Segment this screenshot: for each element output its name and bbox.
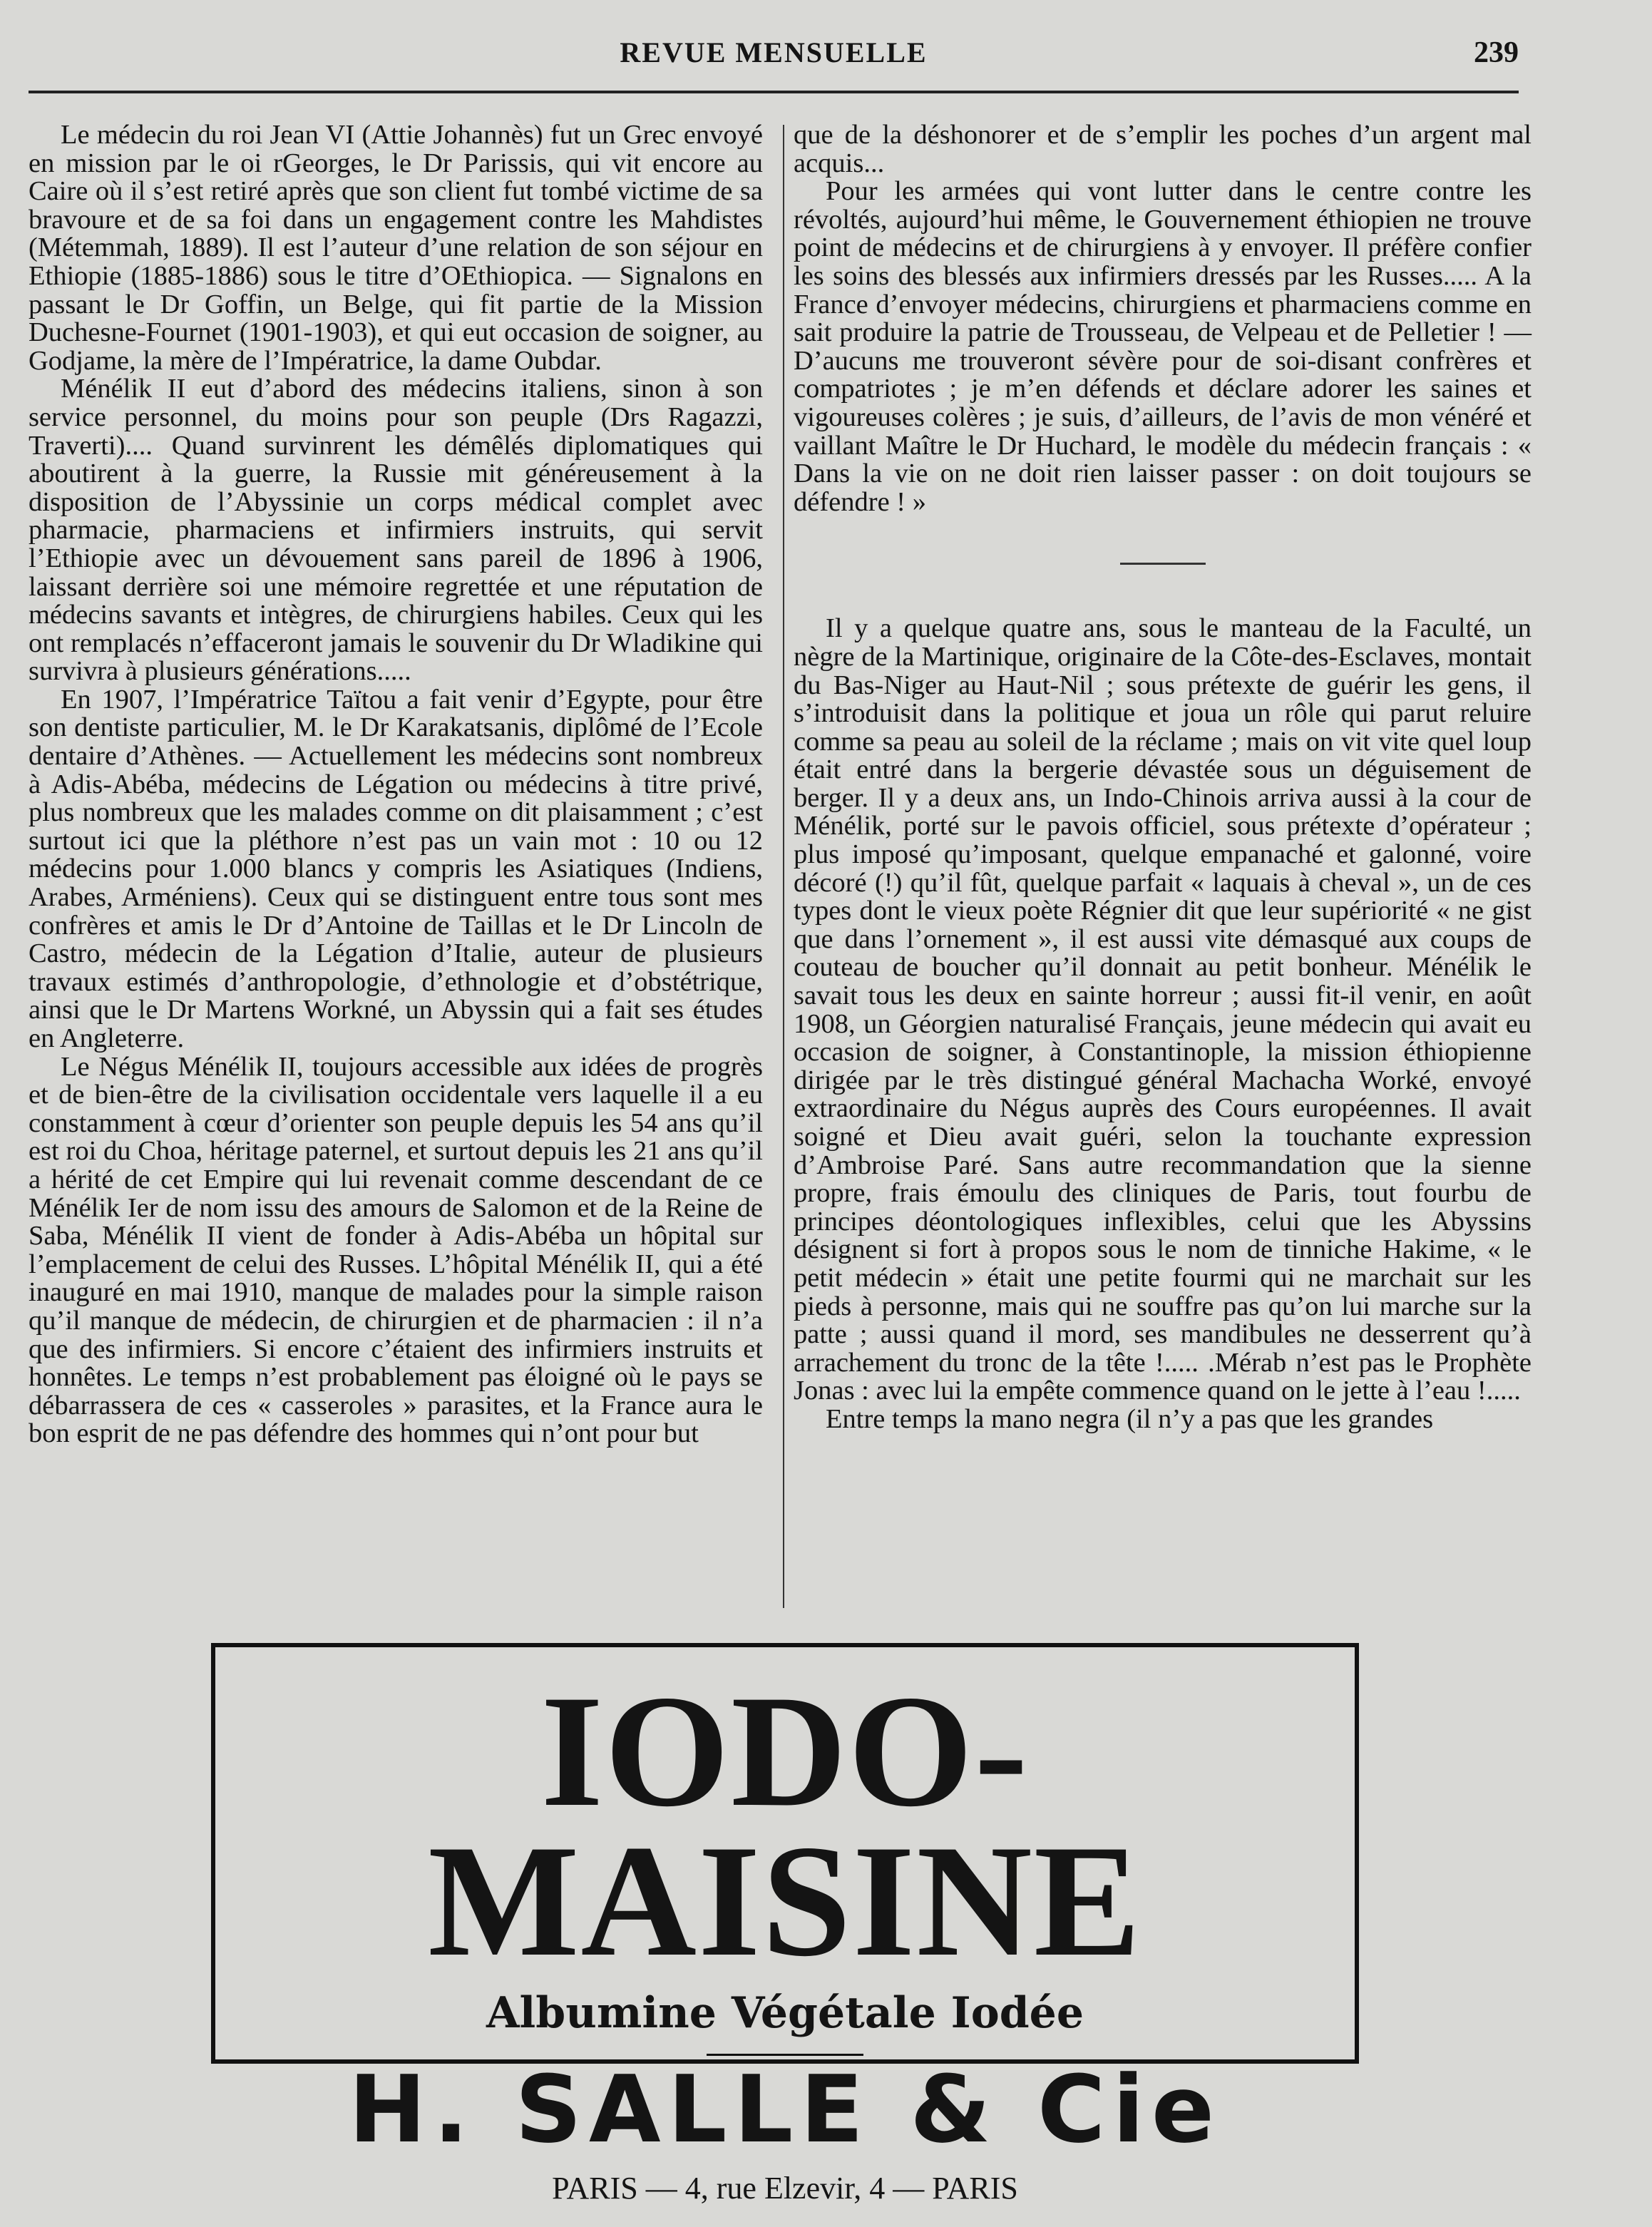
- paragraph: Il y a quelque quatre ans, sous le manteau de la Faculté, un nègre de la Martinique, originaire de la Côte-des-Esclaves, montait du Bas-Niger au Haut-Nil ; sous prétexte de guérir les gens, il s’introduisit dans la politique et joua un rôle qui parut reluire comme sa peau au soleil de la réclame ; mais on vit vite quel loup était entré dans la bergerie dévastée sous un déguisement de berger. Il y a deux ans, un Indo-Chinois arriva aussi à la cour de Ménélik, porté sur le pavois officiel, sous prétexte d’opérateur ; plus imposé qu’imposant, quelque empanaché et galonné, voire décoré (!) qu’il fût, quelque parfait « laquais à cheval », un de ces types dont le vieux poète Régnier dit que leur supériorité « ne gist que dans l’ornement », il est aussi vite démasqué aux coups de couteau de boucher qu’il donnait au petit bonheur. Ménélik le savait tous les deux en sainte horreur ; aussi fit-il venir, en août 1908, un Géorgien naturalisé Français, jeune médecin qui avait eu occasion de soigner, à Constantinople, la mission éthiopienne dirigée par le très distingué général Machacha Worké, envoyé extraordinaire du Négus auprès des Cours européennes. Il avait soigné et Dieu avait guéri, selon la touchante expression d’Ambroise Paré. Sans autre recommandation que la sienne propre, frais émoulu des cliniques de Paris, tout fourbu de principes déontologiques inflexibles, celui que les Abyssins désignent si fort à propos sous le nom de tinniche Hakime, « le petit médecin » était une petite fourmi qui ne marchait sur les pieds à personne, mais qui ne souffre pas qu’on lui marche sur la patte ; aussi quand il mord, ses mandibules ne desserrent qu’à arrachement du tronc de la tête !..... .Mérab n’est pas le Prophète Jonas : avec lui la empête commence quand on le jette à l’eau !.....: [794, 613, 1532, 1406]
- paragraph: que de la déshonorer et de s’emplir les poches d’un argent mal acquis...: [794, 120, 1532, 178]
- ad-title: IODO-MAISINE: [428, 1662, 1142, 1990]
- page-number: 239: [1474, 36, 1519, 69]
- right-column: [794, 121, 1532, 1434]
- header-rule: [29, 91, 1519, 93]
- journal-title: REVUE MENSUELLE: [620, 36, 928, 68]
- left-column: [29, 121, 763, 1448]
- ad-company: H. SALLE & Cie: [348, 2055, 1222, 2164]
- running-header: [29, 36, 1519, 78]
- paragraph: Entre temps la mano negra (il n’y a pas que les grandes: [826, 1403, 1434, 1434]
- ad-address: PARIS — 4, rue Elzevir, 4 — PARIS: [552, 2171, 1018, 2206]
- advertisement-box: [211, 1643, 1359, 2206]
- paragraph: Ménélik II eut d’abord des médecins italiens, sinon à son service personnel, du moins pour son peuple (Drs Ragazzi, Traverti).... Quand survinrent les démêlés diplomatiques qui aboutirent à la guerre, la Russie mit généreusement à la disposition de l’Abyssinie un corps médical complet avec pharmacie, pharmaciens et infirmiers instruits, qui servit l’Ethiopie avec un dévouement sans pareil de 1896 à 1906, laissant derrière soi une mémoire regrettée et une réputation de médecins savants et intègres, de chirurgiens habiles. Ceux qui les ont remplacés n’effaceront jamais le souvenir du Dr Wladikine qui survivra à plusieurs générations.....: [29, 374, 763, 687]
- paragraph: Le Négus Ménélik II, toujours accessible aux idées de progrès et de bien-être de la civilisation occidentale vers laquelle il a eu constamment à cœur d’orienter son peuple depuis les 54 ans qu’il est roi du Choa, héritage paternel, et surtout depuis les 21 ans qu’il a hérité de cet Empire qui lui revenait comme descendant de ce Ménélik Ier de nom issu des amours de Salomon et de la Reine de Saba, Ménélik II vient de fonder à Adis-Abéba un hôpital sur l’emplacement de celui des Russes. L’hôpital Ménélik II, qui a été inauguré en mai 1910, manque de malades pour la simple raison qu’il manque de médecin, de chirurgien et de pharmacien : il n’a que des infirmiers. Si encore c’étaient des infirmiers instruits et honnêtes. Le temps n’est probablement pas éloigné où le pays se débarrassera de ces « casseroles » parasites, et la France aura le bon esprit de ne pas défendre des hommes qui n’ont pour but: [29, 1051, 763, 1449]
- column-divider: [783, 125, 784, 1608]
- section-separator: [1120, 563, 1206, 565]
- ad-subtitle: Albumine Végétale Iodée: [486, 1988, 1084, 2038]
- paragraph: Pour les armées qui vont lutter dans le centre contre les révoltés, aujourd’hui même, le Gouvernement éthiopien ne trouve point de médecins et de chirurgiens à y envoyer. Il préfère confier les soins des blessés aux infirmiers dressés par les Russes..... A la France d’envoyer médecins, chirurgiens et pharmaciens comme en sait produire la patrie de Trousseau, de Velpeau et de Pelletier ! — D’aucuns me trouveront sévère pour de soi-disant confrères et compatriotes ; je m’en défends et déclare adorer les saines et vigoureuses colères ; je suis, d’ailleurs, de l’avis de mon vénéré et vaillant Maître le Dr Huchard, le modèle du médecin français : « Dans la vie on ne doit rien laisser passer : on doit toujours se défendre ! »: [794, 176, 1532, 517]
- paragraph: En 1907, l’Impératrice Taïtou a fait venir d’Egypte, pour être son dentiste particulier, M. le Dr Karakatsanis, diplômé de l’Ecole dentaire d’Athènes. — Actuellement les médecins sont nombreux à Adis-Abéba, médecins de Légation ou médecins à titre privé, plus nombreux que les malades comme on dit plaisamment ; c’est surtout ici que la pléthore n’est pas un vain mot : 10 ou 12 médecins pour 1.000 blancs y compris les Asiatiques (Indiens, Arabes, Arméniens). Ceux qui se distinguent entre tous sont mes confrères et amis le Dr d’Antoine de Taillas et le Dr Lincoln de Castro, médecin de la Légation d’Italie, auteur de plusieurs travaux estimés d’anthropologie, d’ethnologie et d’obstétrique, ainsi que le Dr Martens Workné, un Abyssin qui a fait ses études en Angleterre.: [29, 684, 763, 1053]
- paragraph: Le médecin du roi Jean VI (Attie Johannès) fut un Grec envoyé en mission par le oi rGeorges, le Dr Parissis, qui vit encore au Caire où il s’est retiré après que son client fut tombé victime de sa bravoure et de sa foi dans un engagement contre les Mahdistes (Métemmah, 1889). Il est l’auteur d’une relation de son séjour en Ethiopie (1885-1886) sous le titre d’OEthiopica. — Signalons en passant le Dr Goffin, un Belge, qui fit partie de la Mission Duchesne-Fournet (1901-1903), et qui eut occasion de soigner, au Godjame, la mère de l’Impératrice, la dame Oubdar.: [29, 120, 763, 376]
